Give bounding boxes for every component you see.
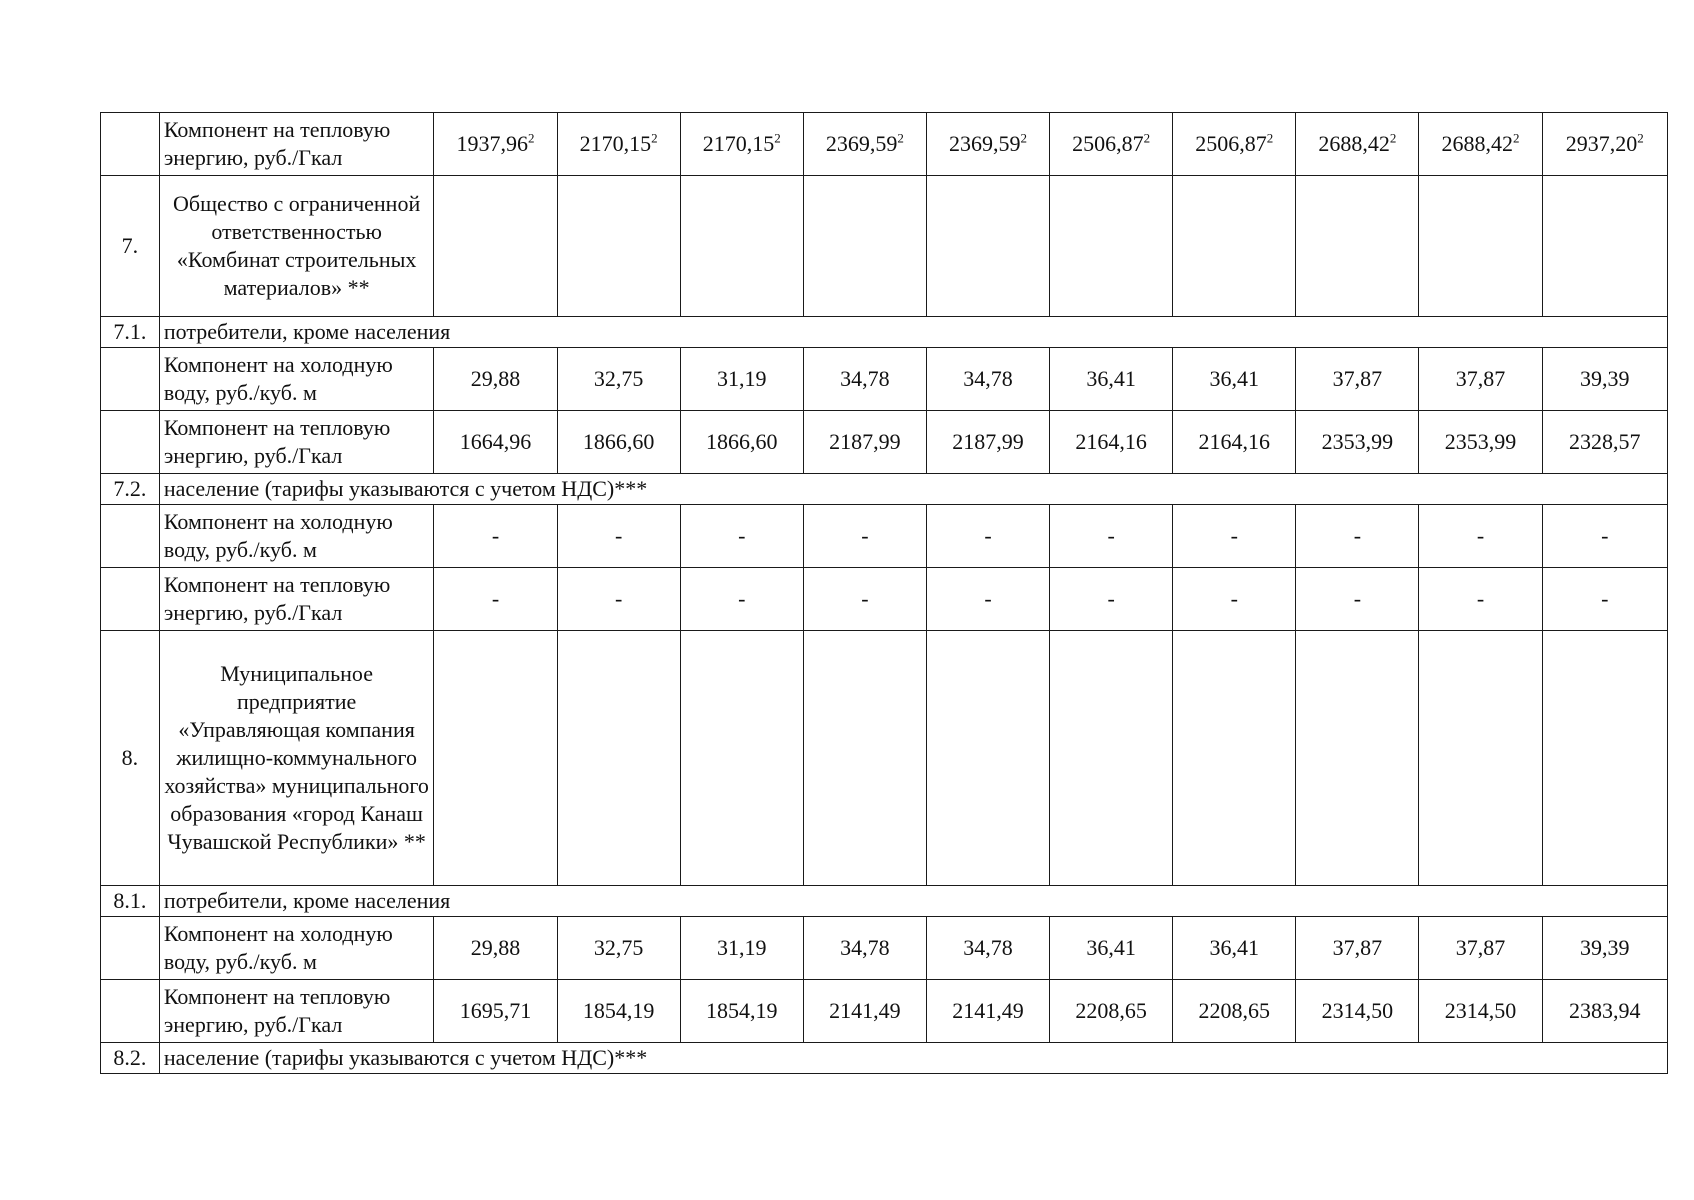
value-cell (926, 113, 1049, 176)
value-text: - (1107, 586, 1115, 611)
row-label-cell: Компонент на холодную воду, руб./куб. м (159, 917, 434, 980)
value-cell (926, 348, 1049, 411)
organization-name-cell: Общество с ограниченной ответственностью «Комбинат строительных материалов» ** (159, 176, 434, 317)
value-cell (803, 568, 926, 631)
value-text: - (984, 523, 992, 548)
table-row (101, 631, 1668, 886)
value-cell (1173, 568, 1296, 631)
empty-value-cell (1173, 631, 1296, 886)
value-text: 2353,99 (1444, 429, 1517, 454)
row-label-cell: Компонент на тепловую энергию, руб./Гкал (159, 411, 434, 474)
value-text: - (1353, 523, 1362, 548)
value-text: 36,41 (1209, 366, 1259, 391)
value-cell (434, 980, 557, 1043)
value-cell (1050, 980, 1173, 1043)
value-cell (1419, 568, 1542, 631)
value-text: 2314,50 (1444, 998, 1517, 1023)
empty-value-cell (1542, 176, 1667, 317)
row-number-cell (101, 917, 160, 980)
value-cell (1050, 348, 1173, 411)
empty-value-cell (1419, 631, 1542, 886)
value-text: 39,39 (1580, 366, 1630, 391)
value-cell (557, 348, 680, 411)
tariff-table (100, 112, 1668, 1074)
value-cell (926, 980, 1049, 1043)
value-text: - (491, 523, 500, 548)
value-cell (926, 568, 1049, 631)
value-cell (1173, 505, 1296, 568)
subsection-label-cell: население (тарифы указываются с учетом НДС)*** (159, 474, 1667, 505)
value-cell (1050, 505, 1173, 568)
value-text: 37,87 (1455, 935, 1506, 960)
row-number-cell (101, 348, 160, 411)
empty-value-cell (434, 631, 557, 886)
table-row (101, 176, 1668, 317)
value-cell (1419, 980, 1542, 1043)
value-cell (1542, 505, 1667, 568)
value-cell (1542, 980, 1667, 1043)
value-cell (434, 568, 557, 631)
value-text: 29,88 (470, 935, 521, 960)
value-cell (1050, 113, 1173, 176)
value-cell (557, 411, 680, 474)
value-text: 2314,50 (1321, 998, 1394, 1023)
value-cell (680, 348, 803, 411)
row-label-cell: Компонент на тепловую энергию, руб./Гкал (159, 568, 434, 631)
value-cell (1419, 917, 1542, 980)
table-row (101, 980, 1668, 1043)
value-text: 34,78 (840, 366, 890, 391)
value-text: 2170,15 (702, 131, 775, 156)
value-text: 2688,42 (1318, 131, 1390, 156)
value-text: 2383,94 (1569, 998, 1641, 1023)
value-cell (926, 411, 1049, 474)
empty-value-cell (680, 631, 803, 886)
value-text: 2141,49 (829, 998, 901, 1023)
row-label-cell: Компонент на холодную воду, руб./куб. м (159, 505, 434, 568)
table-row (101, 1043, 1668, 1074)
value-text: 1695,71 (459, 998, 532, 1023)
section-number-cell: 7. (101, 176, 160, 317)
value-text: 2141,49 (952, 998, 1024, 1023)
value-cell (557, 113, 680, 176)
value-cell (1542, 917, 1667, 980)
table-row (101, 505, 1668, 568)
value-cell (680, 411, 803, 474)
value-cell (1419, 348, 1542, 411)
value-text: 36,41 (1086, 366, 1136, 391)
value-cell (1296, 348, 1419, 411)
footnote-marker: 2 (528, 130, 535, 146)
value-cell (803, 348, 926, 411)
subsection-label-cell: население (тарифы указываются с учетом НДС)*** (159, 1043, 1667, 1074)
value-text: 2208,65 (1198, 998, 1270, 1023)
row-number-cell (101, 505, 160, 568)
subsection-number-cell: 7.2. (101, 474, 160, 505)
value-cell (1173, 348, 1296, 411)
value-cell (1173, 980, 1296, 1043)
footnote-marker: 2 (651, 130, 658, 146)
value-cell (803, 917, 926, 980)
value-cell (1173, 917, 1296, 980)
empty-value-cell (803, 176, 926, 317)
footnote-marker: 2 (1637, 130, 1644, 146)
empty-value-cell (680, 176, 803, 317)
subsection-number-cell: 8.2. (101, 1043, 160, 1074)
value-text: - (738, 586, 746, 611)
value-text: 39,39 (1580, 935, 1630, 960)
value-text: 2369,59 (825, 131, 898, 156)
value-cell (1050, 568, 1173, 631)
value-text: 1854,19 (706, 998, 778, 1023)
value-text: 2353,99 (1321, 429, 1394, 454)
row-number-cell (101, 568, 160, 631)
value-text: 37,87 (1455, 366, 1506, 391)
empty-value-cell (434, 176, 557, 317)
value-cell (1296, 505, 1419, 568)
empty-value-cell (1173, 176, 1296, 317)
value-text: 1866,60 (706, 429, 778, 454)
value-text: 31,19 (717, 935, 767, 960)
value-text: 34,78 (963, 935, 1013, 960)
value-text: - (1476, 523, 1485, 548)
tariff-document-page (100, 112, 1668, 1074)
value-text: 32,75 (593, 935, 644, 960)
table-row (101, 886, 1668, 917)
row-number-cell (101, 411, 160, 474)
value-text: 2688,42 (1441, 131, 1513, 156)
empty-value-cell (1419, 176, 1542, 317)
table-row (101, 411, 1668, 474)
value-text: 2170,15 (579, 131, 652, 156)
footnote-marker: 2 (897, 130, 904, 146)
value-text: - (1601, 523, 1609, 548)
value-cell (1173, 411, 1296, 474)
value-text: - (1107, 523, 1115, 548)
value-cell (1419, 505, 1542, 568)
value-text: 2369,59 (949, 131, 1021, 156)
value-text: - (614, 523, 623, 548)
value-cell (1419, 411, 1542, 474)
subsection-number-cell: 8.1. (101, 886, 160, 917)
value-cell (680, 980, 803, 1043)
value-cell (803, 980, 926, 1043)
table-row (101, 113, 1668, 176)
value-cell (1542, 113, 1667, 176)
value-text: 34,78 (840, 935, 890, 960)
value-text: 1866,60 (582, 429, 655, 454)
value-text: - (1230, 586, 1238, 611)
value-cell (434, 113, 557, 176)
value-text: - (984, 586, 992, 611)
value-cell (1542, 568, 1667, 631)
value-cell (557, 568, 680, 631)
table-row (101, 317, 1668, 348)
value-cell (434, 505, 557, 568)
footnote-marker: 2 (774, 130, 781, 146)
value-text: 1664,96 (459, 429, 532, 454)
row-number-cell (101, 980, 160, 1043)
row-label-cell: Компонент на тепловую энергию, руб./Гкал (159, 980, 434, 1043)
empty-value-cell (1050, 631, 1173, 886)
value-cell (1296, 917, 1419, 980)
empty-value-cell (557, 176, 680, 317)
subsection-label-cell: потребители, кроме населения (159, 886, 1667, 917)
value-text: 36,41 (1086, 935, 1136, 960)
value-text: - (1353, 586, 1362, 611)
section-number-cell: 8. (101, 631, 160, 886)
table-row (101, 568, 1668, 631)
value-cell (557, 917, 680, 980)
value-text: 37,87 (1332, 935, 1383, 960)
value-text: 2208,65 (1075, 998, 1147, 1023)
value-cell (803, 411, 926, 474)
value-cell (680, 917, 803, 980)
value-cell (803, 505, 926, 568)
value-cell (926, 917, 1049, 980)
value-text: 37,87 (1332, 366, 1383, 391)
value-cell (803, 113, 926, 176)
value-text: - (1601, 586, 1609, 611)
value-text: - (1230, 523, 1238, 548)
value-cell (557, 980, 680, 1043)
row-number-cell (101, 113, 160, 176)
value-text: 32,75 (593, 366, 644, 391)
empty-value-cell (1296, 176, 1419, 317)
value-text: 2937,20 (1565, 131, 1638, 156)
value-cell (926, 505, 1049, 568)
value-cell (434, 411, 557, 474)
value-text: 2506,87 (1195, 131, 1267, 156)
value-cell (1050, 917, 1173, 980)
value-text: 2187,99 (952, 429, 1024, 454)
value-cell (1542, 348, 1667, 411)
value-cell (1296, 980, 1419, 1043)
value-text: - (738, 523, 746, 548)
footnote-marker: 2 (1143, 130, 1151, 146)
value-text: 31,19 (717, 366, 767, 391)
empty-value-cell (1050, 176, 1173, 317)
value-text: 34,78 (963, 366, 1013, 391)
value-cell (1296, 113, 1419, 176)
empty-value-cell (926, 631, 1049, 886)
organization-name-cell: Муниципальное предприятие «Управляющая компания жилищно-коммунального хозяйства» муниципального образования «город Канаш Чувашской Республики» ** (159, 631, 434, 886)
value-cell (1296, 411, 1419, 474)
value-cell (680, 113, 803, 176)
empty-value-cell (1296, 631, 1419, 886)
value-text: 2164,16 (1075, 429, 1147, 454)
footnote-marker: 2 (1513, 130, 1520, 146)
value-cell (557, 505, 680, 568)
subsection-label-cell: потребители, кроме населения (159, 317, 1667, 348)
value-cell (1419, 113, 1542, 176)
value-cell (434, 917, 557, 980)
row-label-cell: Компонент на холодную воду, руб./куб. м (159, 348, 434, 411)
empty-value-cell (1542, 631, 1667, 886)
value-text: 2164,16 (1198, 429, 1270, 454)
empty-value-cell (926, 176, 1049, 317)
value-text: 2506,87 (1072, 131, 1144, 156)
footnote-marker: 2 (1266, 130, 1274, 146)
value-cell (434, 348, 557, 411)
empty-value-cell (803, 631, 926, 886)
value-cell (1173, 113, 1296, 176)
value-text: - (491, 586, 500, 611)
value-cell (1542, 411, 1667, 474)
footnote-marker: 2 (1020, 130, 1027, 146)
table-row (101, 474, 1668, 505)
value-text: 1854,19 (582, 998, 655, 1023)
subsection-number-cell: 7.1. (101, 317, 160, 348)
value-text: 2328,57 (1569, 429, 1641, 454)
value-text: - (614, 586, 623, 611)
row-label-cell: Компонент на тепловую энергию, руб./Гкал (159, 113, 434, 176)
value-text: 1937,96 (456, 131, 528, 156)
value-text: 36,41 (1209, 935, 1259, 960)
footnote-marker: 2 (1389, 130, 1397, 146)
value-cell (680, 568, 803, 631)
value-text: - (861, 586, 869, 611)
table-row (101, 917, 1668, 980)
value-cell (1296, 568, 1419, 631)
value-text: 2187,99 (829, 429, 901, 454)
value-cell (680, 505, 803, 568)
table-row (101, 348, 1668, 411)
empty-value-cell (557, 631, 680, 886)
value-text: 29,88 (470, 366, 521, 391)
value-text: - (1476, 586, 1485, 611)
value-cell (1050, 411, 1173, 474)
value-text: - (861, 523, 869, 548)
